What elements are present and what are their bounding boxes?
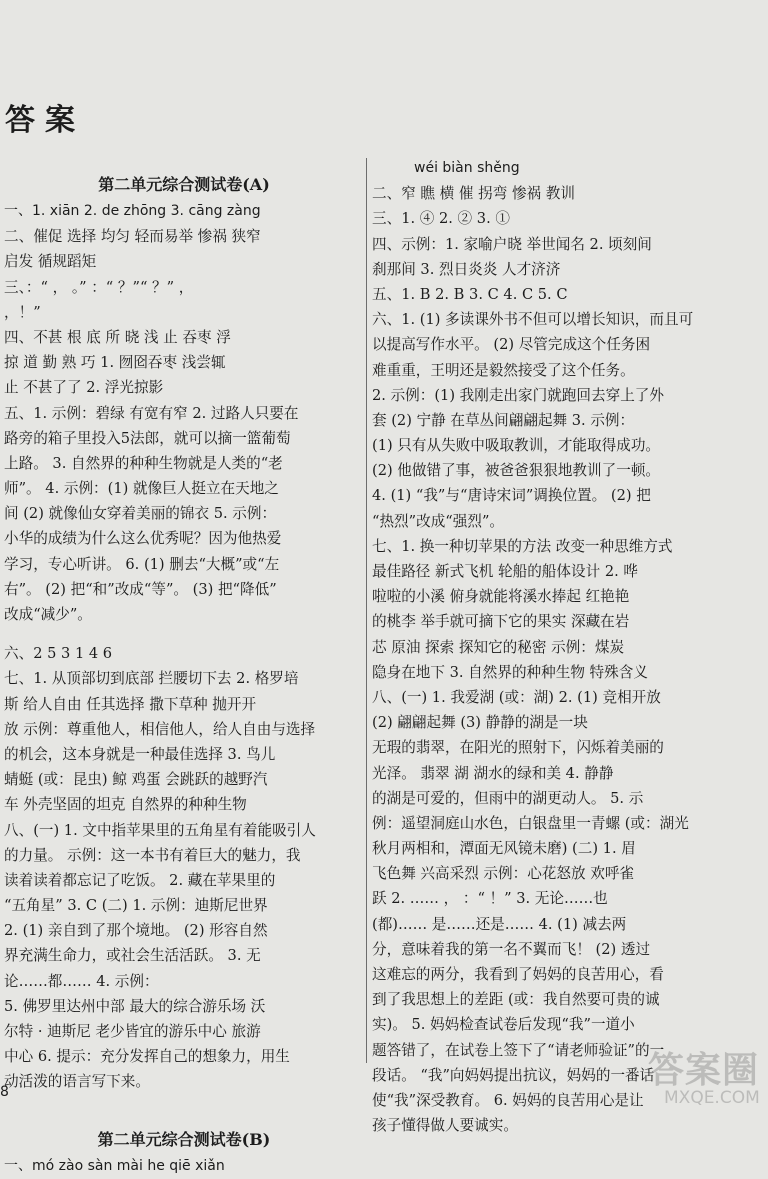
answer-line: 的机会，这本身就是一种最佳选择 3. 鸟儿 xyxy=(4,745,276,763)
answer-line: 的力量。 示例：这一本书有着巨大的魅力，我 xyxy=(4,846,301,864)
answer-line: wéi biàn shěng xyxy=(414,160,520,176)
answer-line: 芯 原油 探索 探知它的秘密 示例：煤炭 xyxy=(372,638,625,656)
answer-line: 刹那间 3. 烈日炎炎 人才济济 xyxy=(372,260,561,278)
answer-line: 5. 佛罗里达州中部 最大的综合游乐场 沃 xyxy=(4,997,266,1015)
answer-line: 的桃李 举手就可摘下它的果实 深藏在岩 xyxy=(372,613,630,631)
answer-line: 到了我思想上的差距 (或：我自然要可贵的诚 xyxy=(372,991,660,1009)
answer-line: 光泽。 翡翠 湖 湖水的绿和美 4. 静静 xyxy=(372,764,614,782)
page-number: 8 xyxy=(0,1084,9,1100)
watermark xyxy=(642,1042,766,1116)
answer-line: 套 (2) 宁静 在草丛间翩翩起舞 3. 示例： xyxy=(372,411,635,429)
answer-line: 尔特 · 迪斯尼 老少皆宜的游乐中心 旅游 xyxy=(4,1023,261,1040)
answer-line: 论……都…… 4. 示例： xyxy=(4,972,159,990)
answer-line: 跃 2. …… ， ：“ ！” 3. 无论……也 xyxy=(372,890,608,908)
answer-line: 难重重，王明还是毅然接受了这个任务。 xyxy=(372,361,635,379)
answer-line: 启发 循规蹈矩 xyxy=(4,253,97,271)
watermark-url: MXQE.COM xyxy=(664,1088,760,1108)
answer-line: 蜻蜓 (或：昆虫) 鲸 鸡蛋 会跳跃的越野汽 xyxy=(4,771,268,789)
answer-line: 五、1. 示例：碧绿 有宽有窄 2. 过路人只要在 xyxy=(4,404,299,422)
answer-line: 改成“减少”。 xyxy=(4,606,92,623)
answer-line: 题答错了，在试卷上签下了“请老师验证”的一 xyxy=(372,1041,665,1059)
answer-line: 上路。 3. 自然界的种种生物就是人类的“老 xyxy=(4,454,283,472)
answer-line: 以提高写作水平。 (2) 尽管完成这个任务困 xyxy=(372,336,651,354)
answer-line: 隐身在地下 3. 自然界的种种生物 特殊含义 xyxy=(372,663,648,681)
answer-line: 止 不甚了了 2. 浮光掠影 xyxy=(4,379,164,397)
answer-line: 放 示例：尊重他人，相信他人，给人自由与选择 xyxy=(4,720,316,738)
answer-line: 例：遥望洞庭山水色，白银盘里一青螺 (或：湖光 xyxy=(372,814,689,832)
watermark-logo-text: 答案圈 xyxy=(648,1050,760,1091)
answer-line: 七、1. 从顶部切到底部 拦腰切下去 2. 格罗培 xyxy=(4,670,299,688)
column-divider xyxy=(366,158,367,1063)
answer-line: 八、(一) 1. 文中指苹果里的五角星有着能吸引人 xyxy=(4,821,316,839)
answer-line: ，！” xyxy=(4,303,41,321)
answer-line: (都)…… 是……还是…… 4. (1) 减去两 xyxy=(372,915,627,933)
answer-line: 右”。 (2) 把“和”改成“等”。 (3) 把“降低” xyxy=(4,580,277,598)
spacer xyxy=(4,1095,364,1125)
page-heading: 答案 xyxy=(5,103,85,138)
answer-line: 动活泼的语言写下来。 xyxy=(4,1073,150,1091)
answer-line: 五、1. B 2. B 3. C 4. C 5. C xyxy=(372,285,568,303)
answer-line: 实)。 5. 妈妈检查试卷后发现“我”一道小 xyxy=(372,1016,635,1034)
answer-line: 七、1. 换一种切苹果的方法 改变一种思维方式 xyxy=(372,537,673,555)
answer-line: 段话。 “我”向妈妈提出抗议，妈妈的一番话 xyxy=(372,1066,655,1084)
answer-line: 一、mó zào sàn mài he qiē xiǎn xyxy=(4,1157,225,1174)
spacer xyxy=(4,627,364,641)
section-title-b: 第二单元综合测试卷(B) xyxy=(97,1129,271,1149)
answer-line: 的湖是可爱的，但雨中的湖更动人。 5. 示 xyxy=(372,789,644,807)
answer-line: (2) 他做错了事，被爸爸狠狠地教训了一顿。 xyxy=(372,462,661,480)
answer-line: 4. (1) “我”与“唐诗宋词”调换位置。 (2) 把 xyxy=(372,487,651,505)
answer-line: 中心 6. 提示：充分发挥自己的想象力，用生 xyxy=(4,1048,290,1066)
answer-line: 车 外壳坚固的坦克 自然界的种种生物 xyxy=(4,796,247,814)
answer-line: 这难忘的两分，我看到了妈妈的良苦用心，看 xyxy=(372,966,664,983)
right-column xyxy=(372,156,764,1138)
answer-line: 八、(一) 1. 我爱湖 (或：湖) 2. (1) 竞相开放 xyxy=(372,688,661,706)
answer-line: 分，意味着我的第一名不翼而飞！ (2) 透过 xyxy=(372,940,651,958)
answer-line: 六、2 5 3 1 4 6 xyxy=(4,645,113,663)
answer-line: 掠 道 勤 熟 巧 1. 囫囵吞枣 浅尝辄 xyxy=(4,354,226,372)
answer-line: 界充满生命力，或社会生活活跃。 3. 无 xyxy=(4,947,261,965)
answer-line: (2) 翩翩起舞 (3) 静静的湖是一块 xyxy=(372,714,588,732)
answer-line: (1) 只有从失败中吸取教训，才能取得成功。 xyxy=(372,437,661,455)
answer-line: 秋月两相和，潭面无风镜未磨) (二) 1. 眉 xyxy=(372,840,636,858)
answer-line: 三、1. ④ 2. ② 3. ① xyxy=(372,210,510,228)
left-column xyxy=(4,170,364,1179)
answer-line: 六、1. (1) 多读课外书不但可以增长知识，而且可 xyxy=(372,311,694,329)
answer-line: 啦啦的小溪 俯身就能将溪水捧起 红艳艳 xyxy=(372,588,630,606)
answer-line: 四、不甚 根 底 所 晓 浅 止 吞枣 浮 xyxy=(4,328,231,346)
answer-line: 使“我”深受教育。 6. 妈妈的良苦用心是让 xyxy=(372,1091,644,1109)
answer-line: 小华的成绩为什么这么优秀呢？因为他热爱 xyxy=(4,530,282,548)
answer-line: 师”。 4. 示例：(1) 就像巨人挺立在天地之 xyxy=(4,480,279,498)
answer-line: 无瑕的翡翠，在阳光的照射下，闪烁着美丽的 xyxy=(372,739,664,757)
answer-line: 二、催促 选择 均匀 轻而易举 惨祸 狭窄 xyxy=(4,228,261,246)
section-title-a: 第二单元综合测试卷(A) xyxy=(98,175,270,194)
answer-line: 2. (1) 亲自到了那个境地。 (2) 形容自然 xyxy=(4,922,268,940)
answer-line: “五角星” 3. C (二) 1. 示例：迪斯尼世界 xyxy=(4,897,268,915)
answer-line: 一、1. xiān 2. de zhōng 3. cāng zàng xyxy=(4,203,261,219)
answer-line: 学习，专心听讲。 6. (1) 删去“大概”或“左 xyxy=(4,555,280,573)
answer-line: “热烈”改成“强烈”。 xyxy=(372,512,504,530)
answer-line: 三、：“ ， 。” ：“ ？”“ ？” ， xyxy=(4,278,194,296)
answer-line: 二、窄 瞧 横 催 拐弯 惨祸 教训 xyxy=(372,185,575,203)
answer-line: 2. 示例：(1) 我刚走出家门就跑回去穿上了外 xyxy=(372,386,664,404)
answer-line: 读着读着都忘记了吃饭。 2. 藏在苹果里的 xyxy=(4,871,276,889)
answer-line: 斯 给人自由 任其选择 撒下草种 抛开开 xyxy=(4,695,257,713)
answer-line: 间 (2) 就像仙女穿着美丽的锦衣 5. 示例： xyxy=(4,505,277,523)
answer-line: 四、示例：1. 家喻户晓 举世闻名 2. 顷刻间 xyxy=(372,235,652,253)
answer-line: 孩子懂得做人要诚实。 xyxy=(372,1117,518,1135)
answer-line: 飞色舞 兴高采烈 示例：心花怒放 欢呼雀 xyxy=(372,865,635,883)
answer-line: 路旁的箱子里投入5法郎，就可以摘一篮葡萄 xyxy=(4,429,291,447)
answer-line: 最佳路径 新式飞机 轮船的船体设计 2. 哗 xyxy=(372,563,638,580)
